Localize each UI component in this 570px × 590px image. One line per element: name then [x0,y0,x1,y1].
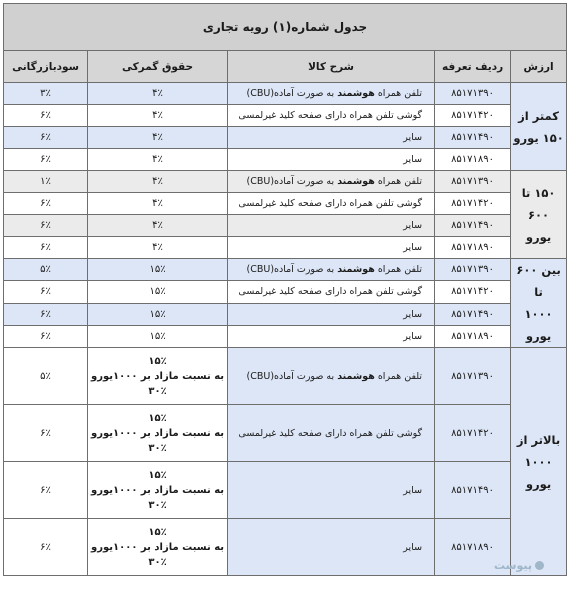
table-body [4,83,567,576]
watermark-text: پیوست [494,559,532,572]
description-text: سایر [403,154,423,165]
value-range-cell [511,348,567,576]
value-range-cell [511,171,567,259]
tariff-code-cell: ۸۵۱۷۱۴۹۰ [435,127,511,149]
description-cell [228,105,435,127]
value-range-line: یورو [525,229,552,244]
header-value: ارزش [511,51,567,83]
commercial-profit-cell: ۵٪ [4,259,88,281]
description-suffix: به صورت آماده(CBU) [246,88,338,99]
value-range-line: ۱۵۰ تا ۶۰۰ [521,185,556,222]
customs-duty-line: ۱۵٪ [148,469,167,481]
description-text: گوشی تلفن همراه دارای صفحه کلید غیرلمسی [238,198,423,209]
customs-duty-line: به نسبت مازاد بر ۱۰۰۰یورو [91,541,225,553]
customs-duty-cell: ۱۵٪ [88,259,228,281]
header-tariff: ردیف تعرفه [435,51,511,83]
tariff-table-container [3,3,566,579]
customs-duty-cell: ۴٪ [88,171,228,193]
commercial-profit-cell: ۶٪ [4,325,88,347]
description-cell [228,325,435,347]
tariff-code-cell: ۸۵۱۷۱۳۹۰ [435,171,511,193]
tariff-code-cell: ۸۵۱۷۱۴۹۰ [435,303,511,325]
tariff-code-cell: ۸۵۱۷۱۸۹۰ [435,325,511,347]
table-row [4,325,567,347]
table-row [4,281,567,303]
value-range-line: ۱۰۰۰ یورو [524,454,553,491]
logo-icon [535,561,544,570]
description-suffix: به صورت آماده(CBU) [246,264,338,276]
tariff-code-cell: ۸۵۱۷۱۸۹۰ [435,237,511,259]
header-description: شرح کالا [228,51,435,83]
customs-duty-cell [88,405,228,462]
tariff-table [3,3,567,576]
description-text: تلفن همراه [374,176,423,187]
customs-duty-line: ۱۵٪ [148,412,167,424]
customs-duty-cell: ۴٪ [88,237,228,259]
customs-duty-cell: ۴٪ [88,127,228,149]
tariff-code-cell: ۸۵۱۷۱۴۹۰ [435,462,511,519]
description-cell [228,281,435,303]
commercial-profit-cell: ۶٪ [4,127,88,149]
customs-duty-cell [88,348,228,405]
customs-duty-line: به نسبت مازاد بر ۱۰۰۰یورو [91,370,225,382]
customs-duty-cell: ۱۵٪ [88,325,228,347]
value-range-line: بین ۶۰۰ تا [516,263,561,299]
customs-duty-line: ۱۵٪ [148,355,167,367]
commercial-profit-cell: ۶٪ [4,237,88,259]
description-text: سایر [403,484,423,496]
description-text: گوشی تلفن همراه دارای صفحه کلید غیرلمسی [238,286,423,298]
commercial-profit-cell: ۶٪ [4,519,88,576]
table-row [4,259,567,281]
customs-duty-cell: ۱۵٪ [88,303,228,325]
customs-duty-cell [88,519,228,576]
description-text: تلفن همراه [374,370,423,382]
commercial-profit-cell: ۶٪ [4,193,88,215]
description-cell [228,237,435,259]
description-text: گوشی تلفن همراه دارای صفحه کلید غیرلمسی [238,427,423,439]
customs-duty-line: ۳۰٪ [148,442,167,454]
table-row [4,215,567,237]
commercial-profit-cell: ۶٪ [4,215,88,237]
table-row [4,193,567,215]
commercial-profit-cell: ۶٪ [4,149,88,171]
description-text: سایر [403,541,423,553]
description-cell [228,348,435,405]
tariff-code-cell: ۸۵۱۷۱۸۹۰ [435,149,511,171]
description-cell [228,303,435,325]
commercial-profit-cell: ۵٪ [4,348,88,405]
commercial-profit-cell: ۱٪ [4,171,88,193]
tariff-code-cell: ۸۵۱۷۱۴۲۰ [435,405,511,462]
customs-duty-cell: ۴٪ [88,193,228,215]
value-range-line: بالاتر از [516,432,561,447]
tariff-code-cell: ۸۵۱۷۱۸۹۰ [435,519,511,576]
description-text: سایر [403,308,423,320]
customs-duty-line: به نسبت مازاد بر ۱۰۰۰یورو [91,427,225,439]
table-row [4,171,567,193]
description-emphasis: هوشمند [337,370,375,382]
customs-duty-cell: ۴٪ [88,215,228,237]
customs-duty-cell: ۱۵٪ [88,281,228,303]
description-cell [228,83,435,105]
commercial-profit-cell: ۶٪ [4,462,88,519]
commercial-profit-cell: ۶٪ [4,303,88,325]
description-cell [228,405,435,462]
value-range-cell [511,259,567,348]
customs-duty-line: ۳۰٪ [148,556,167,568]
table-row [4,105,567,127]
description-suffix: به صورت آماده(CBU) [246,176,338,187]
description-suffix: به صورت آماده(CBU) [246,370,338,382]
watermark-logo [494,559,544,572]
value-range-cell [511,83,567,171]
tariff-code-cell: ۸۵۱۷۱۴۲۰ [435,193,511,215]
description-text: سایر [403,242,423,253]
commercial-profit-cell: ۶٪ [4,281,88,303]
description-cell [228,127,435,149]
table-row [4,237,567,259]
tariff-code-cell: ۸۵۱۷۱۳۹۰ [435,348,511,405]
description-cell [228,215,435,237]
value-range-line: ۱۵۰ یورو [513,130,564,145]
description-emphasis: هوشمند [337,88,375,99]
description-cell [228,462,435,519]
table-row [4,348,567,405]
description-cell [228,171,435,193]
table-row [4,303,567,325]
description-text: تلفن همراه [374,264,423,276]
table-row [4,127,567,149]
description-cell [228,193,435,215]
description-text: سایر [403,330,423,342]
header-customs-duty: حقوق گمرکی [88,51,228,83]
table-row [4,519,567,576]
tariff-code-cell: ۸۵۱۷۱۳۹۰ [435,83,511,105]
commercial-profit-cell: ۳٪ [4,83,88,105]
table-row [4,149,567,171]
description-cell [228,149,435,171]
description-cell [228,259,435,281]
customs-duty-cell: ۴٪ [88,149,228,171]
customs-duty-line: به نسبت مازاد بر ۱۰۰۰یورو [91,484,225,496]
description-cell [228,519,435,576]
customs-duty-line: ۱۵٪ [148,526,167,538]
value-range-line: ۱۰۰۰ یورو [524,307,553,343]
tariff-code-cell: ۸۵۱۷۱۳۹۰ [435,259,511,281]
value-range-line: کمتر از [518,108,559,123]
tariff-code-cell: ۸۵۱۷۱۴۹۰ [435,215,511,237]
customs-duty-line: ۳۰٪ [148,499,167,511]
table-row [4,462,567,519]
table-row [4,83,567,105]
table-row [4,405,567,462]
tariff-code-cell: ۸۵۱۷۱۴۲۰ [435,105,511,127]
customs-duty-cell: ۴٪ [88,105,228,127]
description-emphasis: هوشمند [337,264,375,276]
tariff-code-cell: ۸۵۱۷۱۴۲۰ [435,281,511,303]
description-text: سایر [403,220,423,231]
description-text: سایر [403,132,423,143]
table-title: جدول شماره(۱) رویه تجاری [4,4,567,51]
description-emphasis: هوشمند [337,176,375,187]
header-commercial-profit: سودبازرگانی [4,51,88,83]
commercial-profit-cell: ۶٪ [4,405,88,462]
customs-duty-line: ۳۰٪ [148,385,167,397]
description-text: گوشی تلفن همراه دارای صفحه کلید غیرلمسی [238,110,423,121]
customs-duty-cell [88,462,228,519]
description-text: تلفن همراه [374,88,423,99]
customs-duty-cell: ۴٪ [88,83,228,105]
commercial-profit-cell: ۶٪ [4,105,88,127]
